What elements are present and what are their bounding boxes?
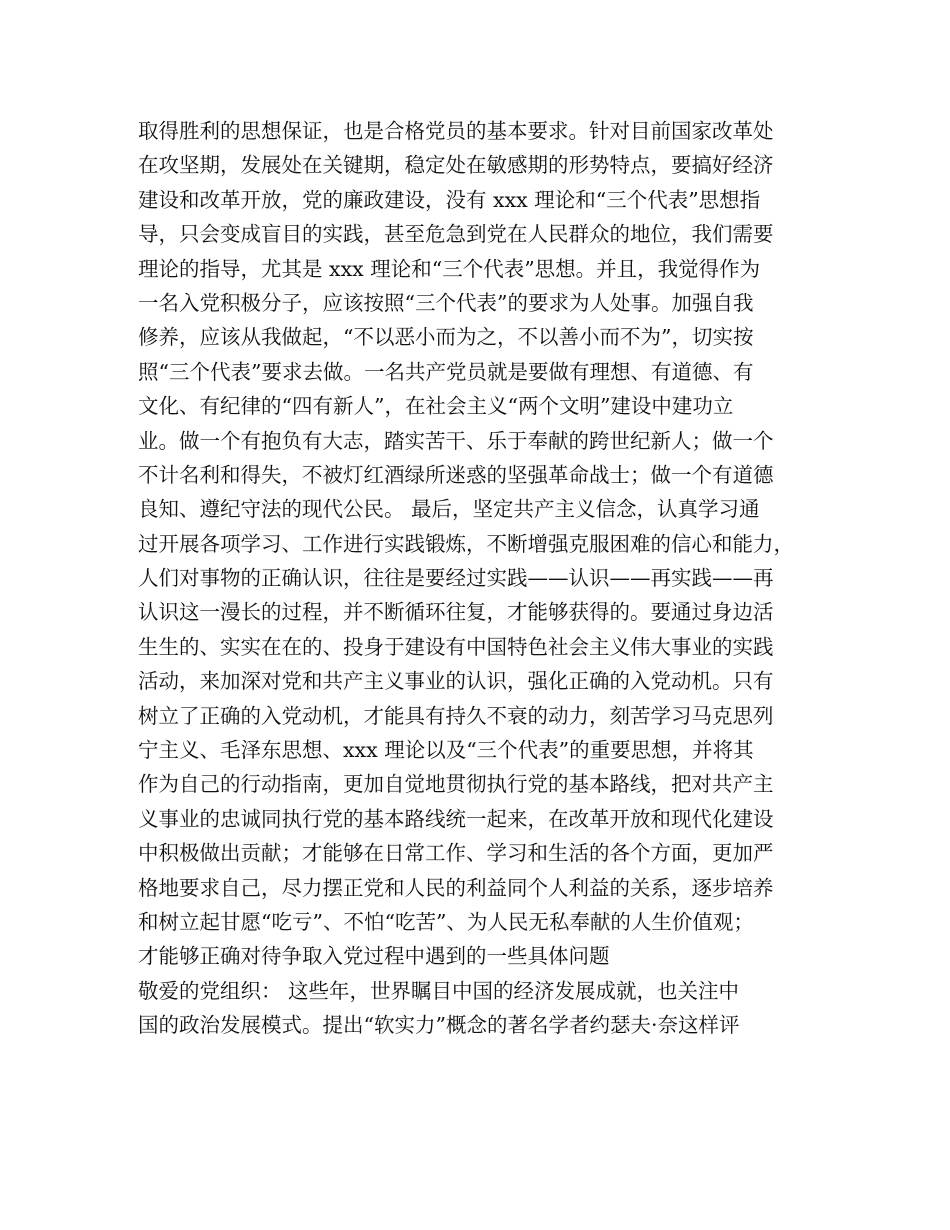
text-line-4: 导，只会变成盲目的实践，甚至危急到党在人民群众的地位，我们需要 — [138, 222, 774, 247]
text-line-21: 义事业的忠诚同执行党的基本路线统一起来，在改革开放和现代化建设 — [138, 806, 774, 831]
text-line-2: 在攻坚期，发展处在关键期，稳定处在敏感期的形势特点，要搞好经济 — [138, 153, 774, 178]
text-line-6: 一名入党积极分子，应该按照“三个代表”的要求为人处事。加强自我 — [138, 290, 754, 315]
text-line-20: 作为自己的行动指南，更加自觉地贯彻执行党的基本路线，把对共产主 — [138, 772, 774, 797]
text-line-10: 业。做一个有抱负有大志，踏实苦干、乐于奉献的跨世纪新人；做一个 — [138, 428, 774, 453]
body-text — [138, 114, 838, 1043]
text-line-15: 认识这一漫长的过程，并不断循环往复，才能够获得的。要通过身边活 — [138, 600, 774, 625]
text-line-8: 照“三个代表”要求去做。一名共产党员就是要做有理想、有道德、有 — [138, 359, 754, 384]
text-line-3: 建设和改革开放，党的廉政建设，没有 xxx 理论和“三个代表”思想指 — [138, 187, 761, 212]
text-line-24: 和树立起甘愿“吃亏”、不怕“吃苦”、为人民无私奉献的人生价值观； — [138, 909, 754, 934]
text-line-19: 宁主义、毛泽东思想、xxx 理论以及“三个代表”的重要思想，并将其 — [138, 738, 754, 763]
text-line-17: 活动，来加深对党和共产主义事业的认识，强化正确的入党动机。只有 — [138, 669, 774, 694]
text-line-22: 中积极做出贡献；才能够在日常工作、学习和生活的各个方面，更加严 — [138, 841, 774, 866]
text-line-5: 理论的指导，尤其是 xxx 理论和“三个代表”思想。并且，我觉得作为 — [138, 256, 761, 281]
text-line-27: 国的政治发展模式。提出“软实力”概念的著名学者约瑟夫·奈这样评 — [138, 1013, 740, 1038]
text-line-18: 树立了正确的入党动机，才能具有持久不衰的动力，刻苦学习马克思列 — [138, 703, 774, 728]
text-line-7: 修养，应该从我做起，“不以恶小而为之，不以善小而不为”，切实按 — [138, 325, 754, 350]
text-line-16: 生生的、实实在在的、投身于建设有中国特色社会主义伟大事业的实践 — [138, 634, 774, 659]
text-line-13: 过开展各项学习、工作进行实践锻炼，不断增强克服困难的信心和能力， — [138, 531, 794, 556]
text-line-26: 敬爱的党组织： 这些年，世界瞩目中国的经济发展成就，也关注中 — [138, 978, 740, 1003]
text-line-12: 良知、遵纪守法的现代公民。 最后，坚定共产主义信念，认真学习通 — [138, 497, 760, 522]
text-line-9: 文化、有纪律的“四有新人”，在社会主义“两个文明”建设中建功立 — [138, 394, 734, 419]
text-line-25: 才能够正确对待争取入党过程中遇到的一些具体问题 — [138, 944, 610, 969]
text-line-11: 不计名利和得失，不被灯红酒绿所迷惑的坚强革命战士；做一个有道德 — [138, 462, 774, 487]
text-line-23: 格地要求自己，尽力摆正党和人民的利益同个人利益的关系，逐步培养 — [138, 875, 774, 900]
text-line-14: 人们对事物的正确认识，往往是要经过实践——认识——再实践——再 — [138, 566, 774, 591]
text-line-1: 取得胜利的思想保证，也是合格党员的基本要求。针对目前国家改革处 — [138, 119, 774, 143]
